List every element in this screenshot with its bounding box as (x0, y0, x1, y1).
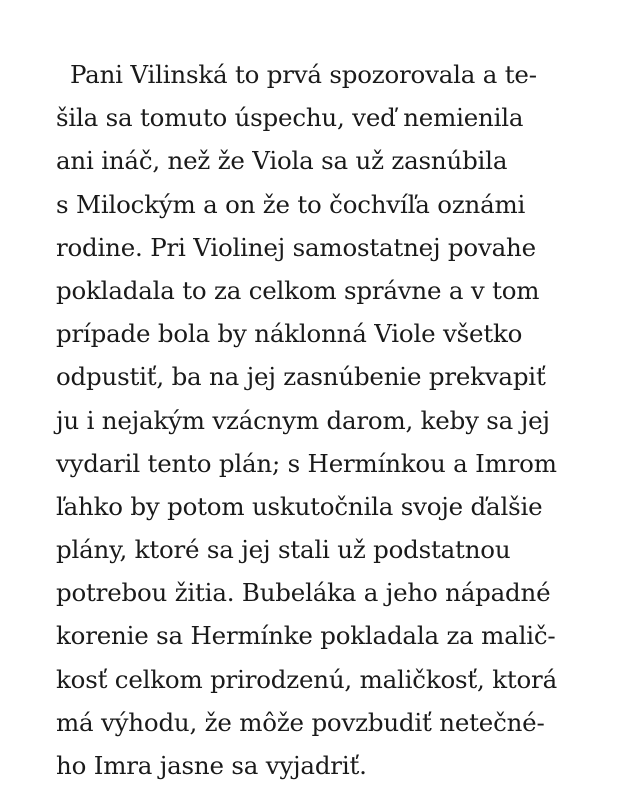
text-line: vydaril tento plán; s Hermínkou a Imrom (56, 448, 557, 478)
text-line: plány, ktoré sa jej stali už podstatnou (56, 535, 511, 565)
text-line: s Milockým a on že to čochvíľa oznámi (56, 189, 526, 219)
text-line: ho Imra jasne sa vyjadriť. (56, 751, 367, 780)
text-line: odpustiť, ba na jej zasnúbenie prekvapiť (56, 362, 546, 392)
text-line: potrebou žitia. Bubeláka a jeho nápadné (56, 578, 551, 608)
text-line: Pani Vilinská to prvá spozorovala a te- (70, 60, 537, 89)
text-line: má výhodu, že môže povzbudiť netečné- (56, 707, 545, 737)
text-line: rodine. Pri Violinej samostatnej povahe (56, 232, 536, 262)
text-line: šila sa tomuto úspechu, veď nemienila (56, 103, 524, 133)
text-line: pokladala to za celkom správne a v tom (56, 275, 540, 305)
text-line: korenie sa Hermínke pokladala za malič- (56, 621, 556, 651)
text-line: kosť celkom prirodzenú, maličkosť, ktorá (56, 664, 557, 694)
text-line: prípade bola by náklonná Viole všetko (56, 319, 523, 349)
text-line: ľahko by potom uskutočnila svoje ďalšie (56, 491, 543, 521)
text-line: ju i nejakým vzácnym darom, keby sa jej (56, 405, 550, 435)
paragraph (56, 53, 616, 787)
text-line: ani ináč, než že Viola sa už zasnúbila (56, 146, 508, 176)
